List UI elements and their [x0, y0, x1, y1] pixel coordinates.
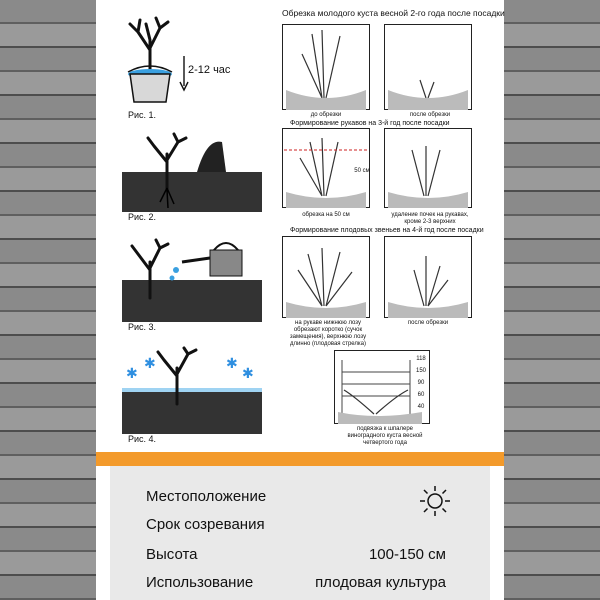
svg-text:✱: ✱ — [126, 366, 138, 382]
figure-2-caption: Рис. 2. — [128, 212, 157, 222]
heading-3rd-year: Формирование рукавов на 3-й год после посадки — [290, 120, 450, 127]
label-dim-50: 50 см — [354, 168, 370, 174]
figure-3-watering — [122, 232, 262, 322]
info-row-ripening — [146, 510, 476, 538]
figure-2-planting — [122, 128, 262, 212]
diagram-sleeve — [282, 236, 370, 318]
info-row-height — [146, 540, 476, 568]
heading-2nd-year: Обрезка молодого куста весной 2-го года после посадки — [282, 8, 505, 18]
location-label: Местоположение — [146, 488, 267, 505]
figure-4-caption: Рис. 4. — [128, 434, 157, 444]
diagram-after-pruning — [384, 24, 472, 110]
trellis-dim-1: 150 — [415, 368, 426, 374]
diagram-remove-buds — [384, 128, 472, 208]
label-after-pruning-2: после обрезки — [407, 320, 449, 326]
label-remove-buds: удаление почек на рукавах, кроме 2-3 верхних — [391, 212, 469, 225]
info-row-usage — [146, 568, 476, 596]
info-panel — [110, 466, 490, 600]
time-arrow-label: 2-12 час — [188, 64, 231, 76]
trellis-dim-4: 40 — [417, 404, 425, 410]
svg-text:✱: ✱ — [144, 356, 156, 372]
orange-band — [96, 452, 504, 466]
trellis-dim-0: 118 — [416, 356, 426, 362]
trellis-dim-2: 90 — [417, 380, 425, 386]
figure-4-winter — [122, 344, 262, 434]
svg-text:✱: ✱ — [242, 366, 254, 382]
label-before-pruning: до обрезки — [310, 112, 342, 118]
usage-value: плодовая культура — [315, 574, 446, 591]
label-sleeve: на рукаве нижнюю лозу обрезают коротко (сучок замещения), верхнюю лозу длинно (плодовая стрелка) — [289, 320, 367, 347]
diagram-after-pruning-2 — [384, 236, 472, 318]
height-value: 100-150 см — [368, 546, 446, 563]
height-label: Высота — [146, 546, 198, 563]
diagram-before-pruning — [282, 24, 370, 110]
figure-1-caption: Рис. 1. — [128, 110, 157, 120]
label-trellis: подвязка к шпалере виноградного куста весной четвертого года — [347, 426, 423, 446]
svg-text:✱: ✱ — [226, 356, 238, 372]
label-prune-50: обрезка на 50 см — [302, 212, 350, 218]
usage-label: Использование — [146, 574, 254, 591]
label-after-pruning: после обрезки — [409, 112, 451, 118]
figure-3-caption: Рис. 3. — [128, 322, 157, 332]
heading-4th-year: Формирование плодовых звеньев на 4-й год после посадки — [290, 227, 484, 234]
trellis-dim-3: 60 — [417, 392, 425, 398]
ripening-label: Срок созревания — [146, 516, 265, 533]
